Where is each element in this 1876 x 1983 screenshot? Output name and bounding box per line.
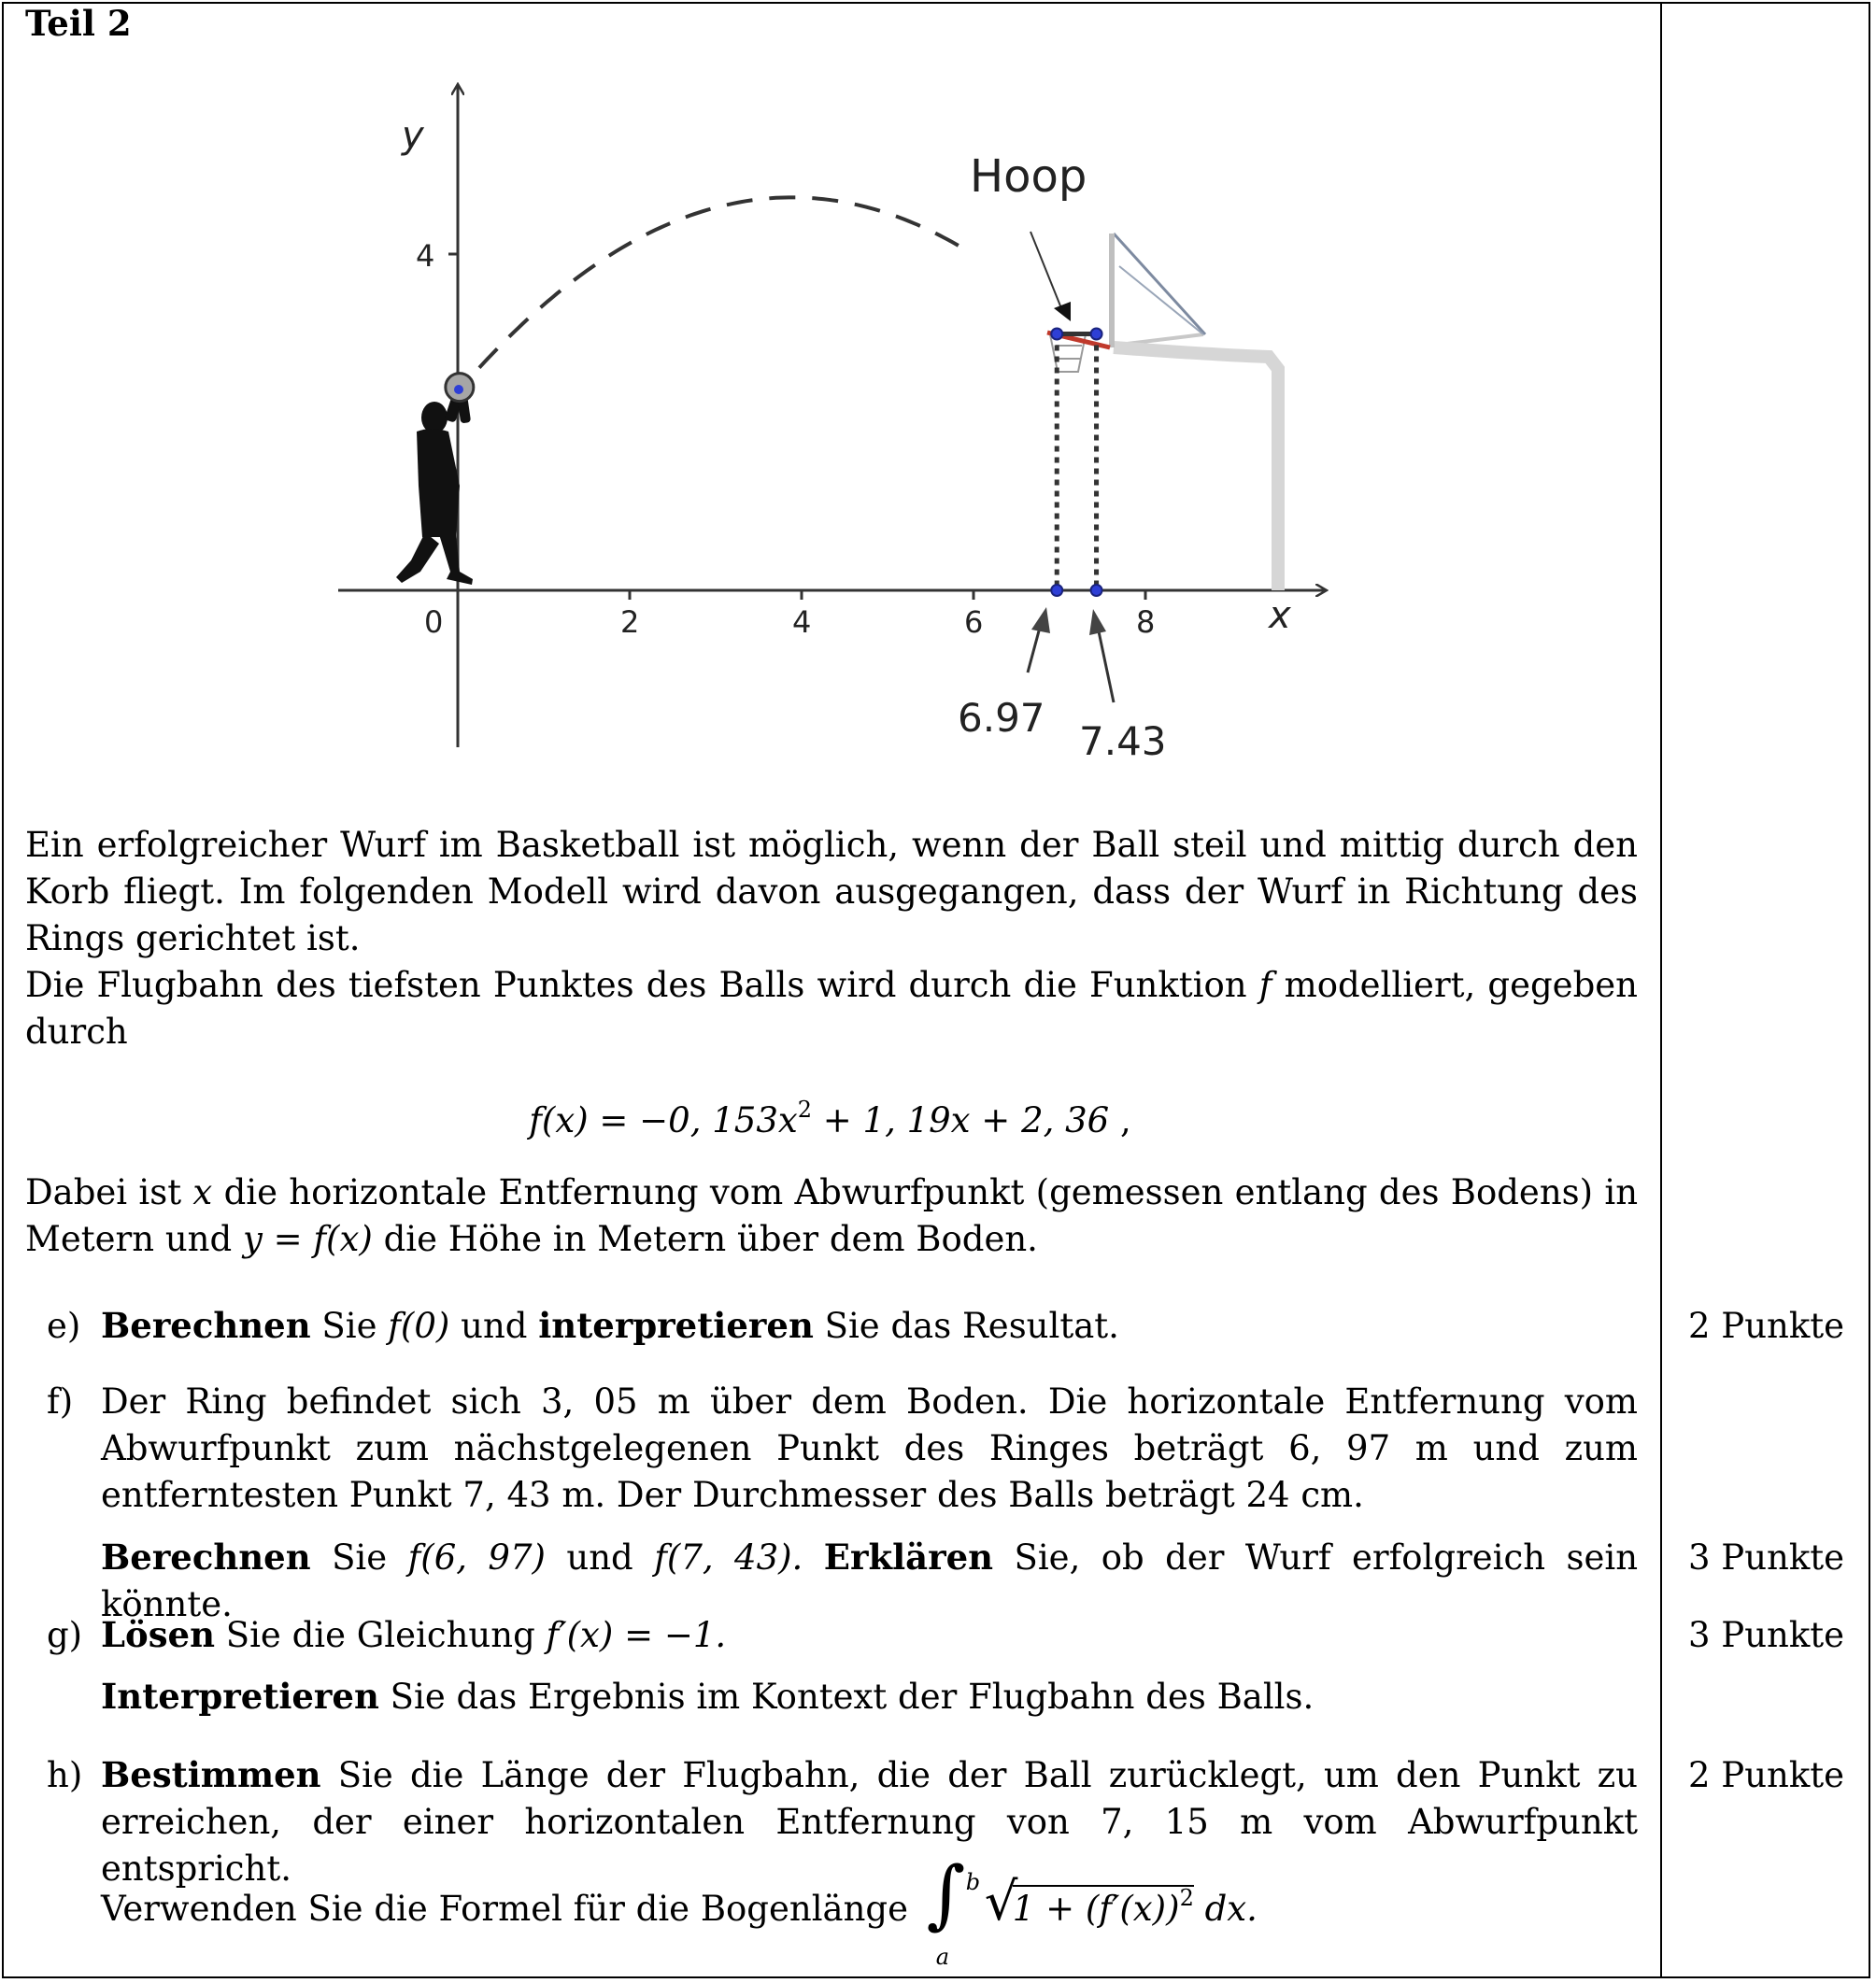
hoop-pointer-arrowhead — [1054, 302, 1071, 321]
task-g-t1: Sie die Gleichung — [225, 1615, 535, 1655]
near-pointer-arrowhead — [1031, 607, 1050, 633]
task-g-label: g) — [47, 1615, 83, 1655]
points-column-divider — [1660, 2, 1662, 1978]
task-f-bold1: Berechnen — [101, 1537, 311, 1578]
integral-symbol: ∫ b a — [919, 1885, 985, 1941]
task-f-m1: f(6, 97) — [407, 1537, 546, 1578]
task-h-points: 2 Punkte — [1688, 1755, 1845, 1795]
model-formula — [0, 1097, 1660, 1140]
x-axis-label: x — [1269, 594, 1291, 637]
task-f-label: f) — [47, 1381, 74, 1422]
ring-near-point — [1051, 329, 1062, 340]
near-pointer-line — [1028, 624, 1041, 673]
task-g-bold2: Interpretieren — [101, 1676, 379, 1717]
radicand: 1 + (f′(x)) — [1012, 1889, 1180, 1929]
basketball-figure — [0, 0, 1660, 785]
definition-t1: Dabei ist — [25, 1172, 182, 1212]
formula-rhs-part2: + 1, 19x + 2, 36 — [812, 1100, 1110, 1140]
intro-p2-before: Die Flugbahn des tiefsten Punktes des Balls wird durch die Funktion — [25, 965, 1247, 1005]
task-e-t1: Sie — [321, 1306, 377, 1346]
far-pointer-arrowhead — [1089, 609, 1106, 635]
task-f-text: Der Ring befindet sich 3, 05 m über dem Boden. Die horizontale Entfernung vom Abwurfpunkt zum nächstgelegenen Punkt des Ringes beträgt 6, 97 m und zum entferntesten Punkt 7, 43 m. Der Durchmesser des Balls beträgt 24 cm. — [101, 1381, 1638, 1515]
task-e-points: 2 Punkte — [1688, 1306, 1845, 1346]
formula-trailing: , — [1109, 1100, 1131, 1140]
player-silhouette — [396, 380, 473, 585]
task-e-t3: Sie das Resultat. — [824, 1306, 1119, 1346]
definition-paragraph — [25, 1169, 1638, 1263]
ground-near-point — [1051, 585, 1062, 596]
task-g-t2: Sie das Ergebnis im Kontext der Flugbahn des Balls. — [390, 1677, 1315, 1717]
task-g-instruction — [101, 1673, 1638, 1721]
task-g-m1: f′(x) = −1. — [546, 1615, 727, 1655]
x-tick-label: 2 — [620, 604, 640, 640]
task-f-bold2: Erklären — [823, 1537, 994, 1578]
release-point — [454, 385, 463, 394]
definition-v1: x — [192, 1172, 213, 1212]
intro-p2-var: f — [1258, 965, 1272, 1005]
integral-dx: dx. — [1204, 1889, 1258, 1929]
hoop-pointer-line — [1030, 232, 1061, 308]
task-h-bold1: Bestimmen — [101, 1754, 321, 1795]
y-tick-label: 4 — [416, 238, 435, 274]
task-g-points: 3 Punkte — [1688, 1615, 1845, 1655]
ring-far-point — [1091, 329, 1102, 340]
trajectory-dashed — [479, 197, 965, 367]
task-e-bold1: Berechnen — [101, 1305, 311, 1346]
x-tick-label: 4 — [792, 604, 812, 640]
hoop-label: Hoop — [970, 150, 1087, 203]
radicand-exponent: 2 — [1179, 1885, 1194, 1911]
intro-paragraph-2 — [25, 962, 1638, 1055]
task-h-formula-line — [101, 1850, 1638, 1970]
ground-far-point — [1091, 585, 1102, 596]
task-f-m2: f(7, 43). — [654, 1537, 803, 1578]
definition-v2: y = f(x) — [242, 1219, 373, 1259]
task-f-t3: Sie, ob der Wurf erfolgreich sein könnte. — [101, 1537, 1639, 1624]
task-f-t2: und — [566, 1537, 633, 1578]
definition-t2: die horizontale Entfernung vom Abwurfpunkt (gemessen entlang des Bodens) in Metern und — [25, 1172, 1639, 1259]
y-axis-label: y — [402, 114, 424, 157]
section-heading: Teil 2 — [25, 3, 132, 44]
sqrt-expression: √ $1 + (f'(x))^2$ — [984, 1872, 1194, 1933]
intro-paragraph-1: Ein erfolgreicher Wurf im Basketball ist möglich, wenn der Ball steil und mittig durch den Korb fliegt. Im folgenden Modell wird davon ausgegangen, dass der Wurf in Richtung des Rings gerichtet ist. — [25, 825, 1638, 958]
task-g-text — [101, 1611, 1638, 1659]
task-e-bold2: interpretieren — [538, 1305, 814, 1346]
task-f-t1: Sie — [332, 1537, 388, 1578]
far-pointer-line — [1099, 631, 1114, 702]
ring-near-value-label: 6.97 — [958, 695, 1045, 741]
formula-rhs-part1: = −0, 153x — [588, 1100, 798, 1140]
backboard-structure — [1112, 234, 1278, 590]
ring-far-value-label: 7.43 — [1079, 718, 1167, 764]
task-h-label: h) — [47, 1755, 83, 1795]
integral-lower-bound: a — [935, 1944, 950, 1970]
task-e-m1: f(0) — [388, 1306, 450, 1346]
formula-exponent: 2 — [797, 1097, 813, 1123]
x-tick-label: 6 — [964, 604, 984, 640]
task-h-t1: Sie die Länge der Flugbahn, die der Ball zurücklegt, um den Punkt zu erreichen, der einer horizontalen Entfernung von 7, 15 m vom Abwurfpunkt entspricht. — [101, 1755, 1638, 1889]
task-g-bold1: Lösen — [101, 1614, 215, 1655]
definition-t3: die Höhe in Metern über dem Boden. — [383, 1219, 1038, 1259]
integral-upper-bound: b — [965, 1869, 981, 1895]
task-h-t2: Verwenden Sie die Formel für die Bogenlänge — [101, 1889, 909, 1929]
intro-p2-after: modelliert, gegeben durch — [25, 965, 1638, 1052]
task-e-t2: und — [461, 1306, 528, 1346]
x-tick-label: 0 — [424, 604, 444, 640]
task-f-points: 3 Punkte — [1688, 1537, 1845, 1578]
formula-lhs: f(x) — [529, 1100, 589, 1140]
x-tick-label: 8 — [1136, 604, 1156, 640]
task-h-text — [101, 1751, 1638, 1892]
task-e-label: e) — [47, 1306, 81, 1346]
task-e-text — [101, 1302, 1638, 1350]
